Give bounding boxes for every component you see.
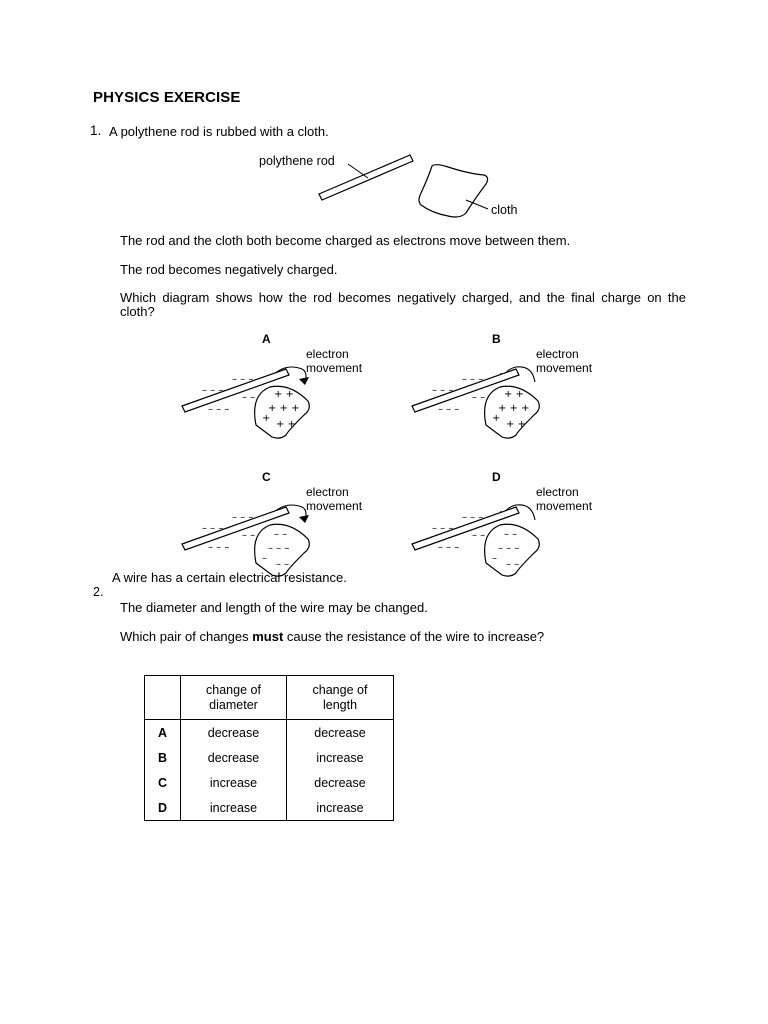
- question-1-line-1: The rod and the cloth both become charged as electrons move between them.: [120, 233, 571, 248]
- row-length: increase: [287, 795, 394, 821]
- option-b-movement-label-1: electron: [536, 347, 579, 361]
- label-cloth: cloth: [491, 203, 518, 217]
- svg-text:+ +: + +: [506, 419, 526, 430]
- svg-text:– – –: – – –: [232, 512, 254, 523]
- row-length: decrease: [287, 720, 394, 746]
- svg-text:– –: – –: [504, 529, 518, 540]
- question-1-prompt: A polythene rod is rubbed with a cloth.: [109, 124, 329, 139]
- svg-text:– –: – –: [472, 530, 486, 541]
- svg-text:– –: – –: [506, 559, 520, 570]
- row-key: C: [145, 770, 181, 795]
- table-header-length: [287, 676, 394, 720]
- svg-text:+ +: + +: [274, 389, 294, 400]
- table-row: [145, 745, 394, 770]
- option-d-letter: D: [492, 470, 501, 484]
- svg-text:+: +: [262, 413, 271, 424]
- svg-text:– –: – –: [276, 559, 290, 570]
- table-row: [145, 795, 394, 821]
- option-a-movement-label-2: movement: [306, 361, 363, 375]
- svg-text:– –: – –: [472, 392, 486, 403]
- svg-text:– – –: – – –: [202, 523, 224, 534]
- question-2-number: 2.: [93, 585, 104, 599]
- option-d-drawing: [408, 493, 608, 613]
- svg-text:– – –: – – –: [232, 374, 254, 385]
- header-diameter-line-2: diameter: [209, 697, 258, 712]
- svg-text:– –: – –: [242, 530, 256, 541]
- resistance-table: [144, 675, 394, 821]
- svg-text:– – –: – – –: [498, 543, 520, 554]
- question-1-number: 1.: [90, 123, 102, 138]
- question-1-line-2: The rod becomes negatively charged.: [120, 262, 338, 277]
- option-b-letter: B: [492, 332, 501, 346]
- svg-text:– – –: – – –: [438, 404, 460, 415]
- row-diameter: decrease: [181, 745, 287, 770]
- table-header-empty: [145, 676, 181, 720]
- question-2-line-3-pre: Which pair of changes: [120, 629, 253, 644]
- question-2-emphasis-must: must: [252, 629, 284, 644]
- svg-text:+ +: + +: [276, 419, 296, 430]
- svg-text:–: –: [262, 553, 267, 564]
- row-length: increase: [287, 745, 394, 770]
- row-diameter: increase: [181, 770, 287, 795]
- svg-text:+ + +: + + +: [498, 403, 530, 414]
- question-1-line-3b: cloth?: [120, 304, 155, 319]
- header-diameter-line-1: change of: [206, 682, 261, 697]
- table-header-diameter: [181, 676, 287, 720]
- svg-text:– – –: – – –: [208, 404, 230, 415]
- row-diameter: decrease: [181, 720, 287, 746]
- question-2-line-3: [120, 629, 544, 644]
- svg-text:– – –: – – –: [432, 523, 454, 534]
- svg-text:+ +: + +: [504, 389, 524, 400]
- svg-text:– – –: – – –: [462, 512, 484, 523]
- row-diameter: increase: [181, 795, 287, 821]
- option-a-movement-label-1: electron: [306, 347, 349, 361]
- svg-text:– – –: – – –: [268, 543, 290, 554]
- option-c-movement-label-2: movement: [306, 499, 363, 513]
- option-c-letter: C: [262, 470, 271, 484]
- option-d-movement-label-2: movement: [536, 499, 593, 513]
- svg-text:– – –: – – –: [432, 385, 454, 396]
- question-2-line-3-post: cause the resistance of the wire to increase?: [283, 629, 545, 644]
- svg-text:– –: – –: [274, 529, 288, 540]
- svg-text:–: –: [492, 553, 497, 564]
- label-polythene-rod: polythene rod: [259, 154, 335, 168]
- svg-text:– – –: – – –: [438, 542, 460, 553]
- svg-text:+: +: [492, 413, 501, 424]
- row-key: D: [145, 795, 181, 821]
- row-key: A: [145, 720, 181, 746]
- question-1-line-3a: Which diagram shows how the rod becomes negatively charged, and the final charge on the: [120, 290, 686, 305]
- option-a-letter: A: [262, 332, 271, 346]
- header-length-line-2: length: [322, 697, 358, 712]
- option-a-drawing: [178, 355, 378, 475]
- svg-text:– –: – –: [242, 392, 256, 403]
- svg-text:– – –: – – –: [202, 385, 224, 396]
- option-d-movement-label-1: electron: [536, 485, 579, 499]
- svg-text:– – –: – – –: [462, 374, 484, 385]
- table-header-row: [145, 676, 394, 720]
- svg-text:+ + +: + + +: [268, 403, 300, 414]
- option-b-drawing: [408, 355, 608, 475]
- question-2-line-1: A wire has a certain electrical resistance.: [112, 570, 347, 585]
- table-row: [145, 720, 394, 746]
- row-length: decrease: [287, 770, 394, 795]
- row-key: B: [145, 745, 181, 770]
- option-b-movement-label-2: movement: [536, 361, 593, 375]
- table-row: [145, 770, 394, 795]
- option-c-movement-label-1: electron: [306, 485, 349, 499]
- header-length-line-1: change of: [312, 682, 368, 697]
- option-c-drawing: [178, 493, 378, 613]
- svg-text:– – –: – – –: [208, 542, 230, 553]
- question-2-line-2: The diameter and length of the wire may be changed.: [120, 600, 428, 615]
- page-title: PHYSICS EXERCISE: [93, 89, 241, 106]
